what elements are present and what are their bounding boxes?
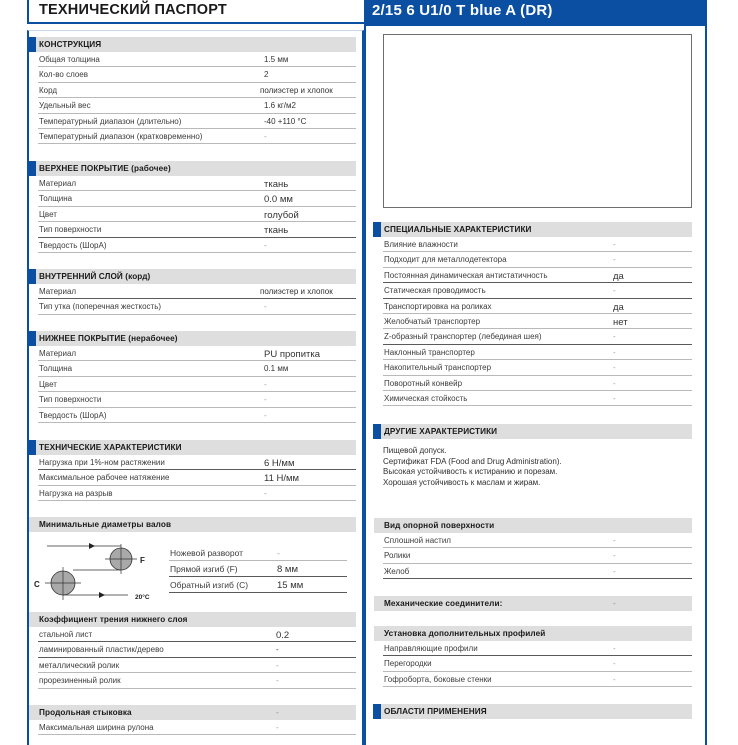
section-mechanical-fasteners <box>374 596 692 611</box>
table-row <box>38 377 356 392</box>
table-row <box>383 376 692 391</box>
row-value: - <box>613 363 616 373</box>
row-value: - <box>264 488 267 498</box>
row-value: - <box>264 131 267 141</box>
row-label: Накопительный транспортер <box>384 363 492 373</box>
diagram-label-temp: 20°C <box>135 594 150 601</box>
table-row <box>38 83 356 98</box>
table-row <box>38 361 356 376</box>
row-value: голубой <box>264 209 299 221</box>
row-label: Удельный вес <box>39 101 91 111</box>
row-label: Нагрузка на разрыв <box>39 488 113 498</box>
row-value: - <box>613 347 616 357</box>
row-label: металлический ролик <box>39 660 120 670</box>
row-value: - <box>277 548 280 558</box>
table-row <box>38 470 356 485</box>
section-top-cover <box>29 161 356 253</box>
row-value: - <box>613 240 616 249</box>
section-header: НИЖНЕЕ ПОКРЫТИЕ (нерабочее) <box>29 331 356 346</box>
right-panel <box>364 26 707 745</box>
table-row <box>38 658 356 673</box>
table-row <box>38 455 356 470</box>
row-value: -40 +110 °C <box>264 116 307 126</box>
row-label: Ножевой разворот <box>170 548 244 558</box>
row-value: - <box>264 410 267 420</box>
section-header: Вид опорной поверхности <box>374 518 692 533</box>
row-label: Поворотный конвейр <box>384 378 463 388</box>
row-label: Наклонный транспортер <box>384 347 475 357</box>
table-row <box>383 299 692 314</box>
row-label: Сплошной настил <box>384 536 451 545</box>
row-label: Твердость (ШорА) <box>39 240 107 250</box>
table-row <box>38 284 356 299</box>
table-row <box>383 672 692 687</box>
pulley-bend-diagram-icon <box>33 538 173 606</box>
section-min-pulley-diameters <box>29 517 356 612</box>
row-label: Толщина <box>39 194 73 204</box>
row-label: Z-образный транспортер (лебединая шея) <box>384 332 542 342</box>
row-value: нет <box>613 316 628 328</box>
product-name: 2/15 6 U1/0 T blue A (DR) <box>372 2 553 19</box>
row-value: - <box>613 674 616 684</box>
section-header: Коэффициент трения нижнего слоя <box>29 612 356 627</box>
row-value: 0.2 <box>276 630 290 641</box>
section-construction <box>29 37 356 144</box>
product-image-placeholder <box>383 34 692 208</box>
row-value: - <box>613 659 616 669</box>
diagram-label-f: F <box>140 556 145 565</box>
table-row <box>38 238 356 253</box>
section-header: ВНУТРЕННИЙ СЛОЙ (корд) <box>29 269 356 284</box>
row-value: PU пропитка <box>264 349 320 360</box>
row-value: 2 <box>264 70 269 80</box>
section-special <box>374 222 692 406</box>
row-label: Материал <box>39 179 77 188</box>
row-value: - <box>276 676 279 686</box>
section-other <box>374 424 692 504</box>
row-value: - <box>276 645 279 655</box>
row-label: Температурный диапазон (длительно) <box>39 116 182 126</box>
table-row <box>383 360 692 375</box>
row-value: - <box>613 566 616 576</box>
row-label: Желоб <box>384 566 410 576</box>
table-row <box>38 191 356 206</box>
diagram-label-c: C <box>34 580 40 589</box>
table-row <box>169 561 347 577</box>
table-row <box>38 98 356 113</box>
table-row <box>38 627 356 642</box>
row-label: Кол-во слоев <box>39 70 89 80</box>
section-support-surface <box>374 518 692 579</box>
datasheet-title-bar <box>27 0 368 24</box>
section-header: ВЕРХНЕЕ ПОКРЫТИЕ (рабочее) <box>29 161 356 176</box>
table-row <box>383 391 692 406</box>
section-header: ОБЛАСТИ ПРИМЕНЕНИЯ <box>374 704 692 719</box>
section-header <box>29 705 356 720</box>
table-row <box>383 641 692 656</box>
row-value: - <box>264 395 267 405</box>
row-label: Влияние влажности <box>384 240 458 249</box>
row-value: - <box>613 332 616 342</box>
row-label: стальной лист <box>39 630 93 639</box>
row-label: Тип поверхности <box>39 225 102 235</box>
row-label: Цвет <box>39 209 57 219</box>
table-row <box>38 67 356 82</box>
section-friction <box>29 612 356 689</box>
left-panel <box>27 30 364 745</box>
table-row <box>383 314 692 329</box>
row-label: Обратный изгиб (C) <box>170 580 249 590</box>
section-bottom-cover <box>29 331 356 423</box>
section-profiles <box>374 626 692 687</box>
row-value: 8 мм <box>277 564 298 575</box>
section-applications <box>374 704 692 719</box>
text-line: Сертификат FDA (Food and Drug Administration). <box>383 456 562 466</box>
row-label: Тип утка (поперечная жесткость) <box>39 302 162 312</box>
row-value: - <box>276 660 279 670</box>
table-row <box>38 114 356 129</box>
table-row <box>38 52 356 67</box>
row-label: Транспортировка на роликах <box>384 301 492 311</box>
table-row <box>383 237 692 252</box>
row-label: Направляющие профили <box>384 644 478 653</box>
row-value: - <box>276 723 279 732</box>
row-label: Общая толщина <box>39 55 100 64</box>
row-value: - <box>613 255 616 265</box>
other-characteristics-text <box>383 446 562 488</box>
section-header <box>374 596 692 611</box>
text-line: Высокая устойчивость к истиранию и порезам. <box>383 467 558 476</box>
table-row <box>38 408 356 423</box>
section-header: ДРУГИЕ ХАРАКТЕРИСТИКИ <box>374 424 692 439</box>
section-splice <box>29 705 356 735</box>
row-label: Цвет <box>39 379 57 389</box>
row-label: Корд <box>39 85 58 95</box>
text-line: Хорошая устойчивость к маслам и жирам. <box>383 477 541 487</box>
section-header-value: - <box>276 708 279 717</box>
row-label: Твердость (ШорА) <box>39 410 107 420</box>
row-label: Материал <box>39 287 77 296</box>
table-row <box>383 548 692 563</box>
table-row <box>38 346 356 361</box>
row-label: Подходит для металлодетектора <box>384 255 507 265</box>
row-value: 15 мм <box>277 580 304 591</box>
section-header: Установка дополнительных профилей <box>374 626 692 641</box>
row-label: ламинированный пластик/дерево <box>39 645 164 655</box>
row-label: Перегородки <box>384 659 432 669</box>
table-row <box>383 345 692 360</box>
table-row <box>38 222 356 237</box>
table-row <box>38 207 356 222</box>
product-title-bar <box>364 0 707 26</box>
row-label: Температурный диапазон (кратковременно) <box>39 131 203 141</box>
row-value: 1.5 мм <box>264 55 289 64</box>
row-value: 0.1 мм <box>264 364 289 374</box>
table-row <box>38 642 356 657</box>
row-value: - <box>264 240 267 250</box>
section-header-value: - <box>613 599 616 608</box>
row-label: Химическая стойкость <box>384 393 468 403</box>
row-value: 1.6 кг/м2 <box>264 101 296 111</box>
row-label: Максимальное рабочее натяжение <box>39 473 170 483</box>
section-header-label: Механические соединители: <box>384 599 503 608</box>
section-header: КОНСТРУКЦИЯ <box>29 37 356 52</box>
datasheet-title: ТЕХНИЧЕСКИЙ ПАСПОРТ <box>39 2 227 18</box>
row-value: полиэстер и хлопок <box>260 287 333 296</box>
row-label: Постоянная динамическая антистатичность <box>384 270 548 280</box>
section-tech-specs <box>29 440 356 501</box>
row-value: 6 Н/мм <box>264 458 295 469</box>
row-value: - <box>264 379 267 389</box>
row-value: - <box>613 286 616 296</box>
row-value: - <box>613 644 616 653</box>
row-value: - <box>613 551 616 561</box>
row-label: Максимальная ширина рулона <box>39 723 154 732</box>
table-row <box>383 329 692 344</box>
table-row <box>169 577 347 593</box>
row-value: полиэстер и хлопок <box>260 85 333 95</box>
table-row <box>38 720 356 735</box>
table-row <box>383 564 692 579</box>
row-label: прорезиненный ролик <box>39 676 121 686</box>
row-label: Материал <box>39 349 77 358</box>
row-label: Статическая проводимость <box>384 286 486 296</box>
row-label: Гофроборта, боковые стенки <box>384 674 492 684</box>
table-row <box>38 299 356 314</box>
row-value: - <box>264 302 267 312</box>
table-row <box>383 656 692 671</box>
section-header: СПЕЦИАЛЬНЫЕ ХАРАКТЕРИСТИКИ <box>374 222 692 237</box>
row-value: да <box>613 270 624 282</box>
row-value: - <box>613 393 616 403</box>
row-label: Нагрузка при 1%-ном растяжении <box>39 458 165 467</box>
table-row <box>383 533 692 548</box>
row-label: Ролики <box>384 551 411 561</box>
row-label: Желобчатый транспортер <box>384 316 481 326</box>
row-value: 0.0 мм <box>264 194 293 206</box>
section-header: Минимальные диаметры валов <box>29 517 356 532</box>
table-row <box>383 268 692 283</box>
row-value: 11 Н/мм <box>264 473 300 485</box>
table-row <box>169 545 347 561</box>
row-value: ткань <box>264 225 289 237</box>
table-row <box>383 283 692 298</box>
table-row <box>38 176 356 191</box>
section-inner-layer <box>29 269 356 315</box>
row-value: ткань <box>264 179 289 190</box>
row-label: Тип поверхности <box>39 395 102 405</box>
section-header: ТЕХНИЧЕСКИЕ ХАРАКТЕРИСТИКИ <box>29 440 356 455</box>
row-label: Прямой изгиб (F) <box>170 564 238 574</box>
row-value: да <box>613 301 624 313</box>
row-label: Толщина <box>39 364 73 374</box>
table-row <box>38 673 356 688</box>
table-row <box>38 129 356 144</box>
section-header-label: Продольная стыковка <box>39 708 132 717</box>
pulley-table <box>169 545 347 593</box>
text-line: Пищевой допуск. <box>383 446 447 455</box>
table-row <box>38 486 356 501</box>
row-value: - <box>613 536 616 545</box>
table-row <box>38 392 356 407</box>
table-row <box>383 252 692 267</box>
row-value: - <box>613 378 616 388</box>
